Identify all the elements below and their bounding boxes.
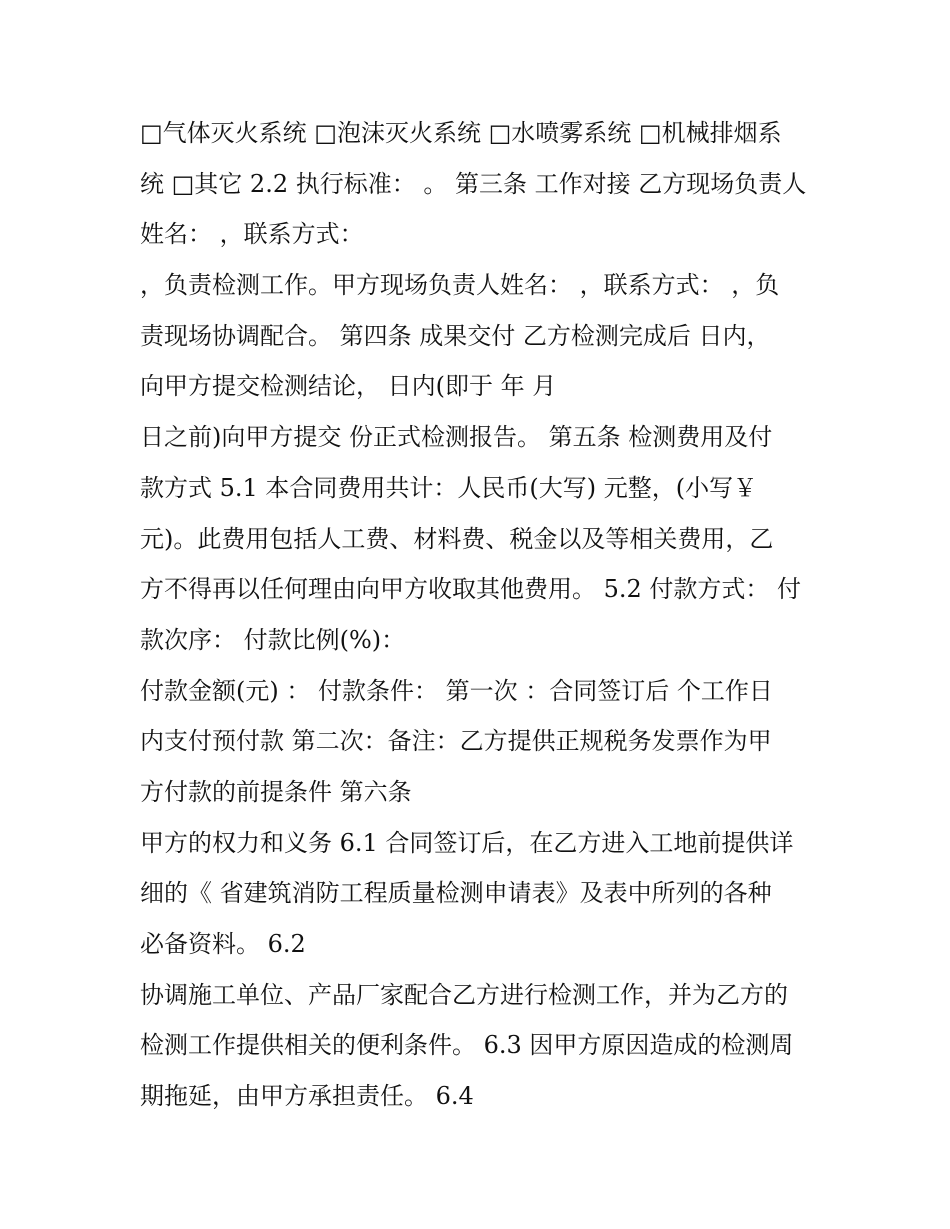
text-line-2: 统 □其它 2.2 执行标准： 。 第三条 工作对接 乙方现场负责人 bbox=[140, 169, 807, 198]
text-line-15: 甲方的权力和义务 6.1 合同签订后，在乙方进入工地前提供详 bbox=[140, 828, 794, 857]
text-line-9: 元)。此费用包括人工费、材料费、税金以及等相关费用，乙 bbox=[140, 524, 774, 553]
text-line-4: ，负责检测工作。甲方现场负责人姓名： ，联系方式： ，负 bbox=[140, 271, 780, 300]
text-line-11: 款次序： 付款比例(%)： bbox=[140, 625, 406, 654]
text-line-10: 方不得再以任何理由向甲方收取其他费用。 5.2 付款方式： 付 bbox=[140, 575, 802, 604]
text-line-5: 责现场协调配合。 第四条 成果交付 乙方检测完成后 日内， bbox=[140, 321, 771, 350]
text-line-19: 检测工作提供相关的便利条件。 6.3 因甲方原因造成的检测周 bbox=[140, 1031, 794, 1060]
text-line-17: 必备资料。 6.2 bbox=[140, 930, 306, 958]
text-line-7: 日之前)向甲方提交 份正式检测报告。 第五条 检测费用及付 bbox=[140, 423, 773, 452]
text-line-13: 内支付预付款 第二次：备注：乙方提供正规税务发票作为甲 bbox=[140, 727, 772, 756]
text-line-16: 细的《 省建筑消防工程质量检测申请表》及表中所列的各种 bbox=[140, 879, 772, 908]
text-line-14: 方付款的前提条件 第六条 bbox=[140, 777, 412, 806]
text-line-8: 款方式 5.1 本合同费用共计：人民币(大写) 元整，(小写￥ bbox=[140, 473, 758, 502]
text-line-6: 向甲方提交检测结论， 日内(即于 年 月 bbox=[140, 372, 557, 401]
text-line-20: 期拖延，由甲方承担责任。 6.4 bbox=[140, 1082, 474, 1111]
document-body bbox=[140, 108, 830, 1122]
text-line-1: □气体灭火系统 □泡沫灭火系统 □水喷雾系统 □机械排烟系 bbox=[140, 119, 782, 147]
text-line-12: 付款金额(元) ： 付款条件： 第一次 ：合同签订后 个工作日 bbox=[140, 676, 773, 705]
text-line-18: 协调施工单位、产品厂家配合乙方进行检测工作，并为乙方的 bbox=[140, 980, 788, 1009]
text-line-3: 姓名： ，联系方式： bbox=[140, 220, 364, 249]
